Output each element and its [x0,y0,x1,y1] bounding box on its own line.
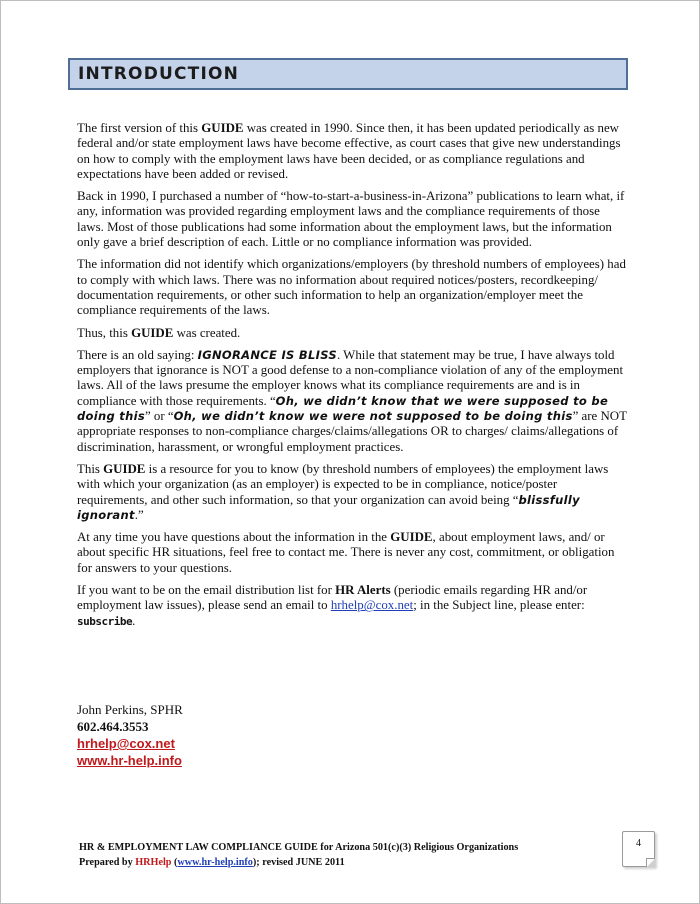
guide-term: GUIDE [131,325,174,340]
paragraph-4 [77,326,627,341]
text: ); revised JUNE 2011 [252,857,345,868]
text: This [77,461,104,476]
text: , about employment laws, and/ or about specific HR situations, feel free to contact me. There is never any cost, commitment, or obligation for answers to your questions. [77,530,615,575]
page-number [622,831,655,867]
text: . [132,613,136,628]
footer-website-link[interactable]: www.hr-help.info [177,857,253,868]
text: .” [134,507,144,522]
text: At any time you have questions about the information in the [77,530,391,545]
signature-website-link[interactable]: www.hr-help.info [77,753,182,768]
paragraph-2: Back in 1990, I purchased a number of “how-to-start-a-business-in-Arizona” publications to learn what, if any, information was provided regarding employment laws and the compliance requirements of those laws. Most of those publications had some information about the employment laws, but the information only gave a brief description of each. Little or no compliance information was provided. [77,189,625,250]
guide-term: GUIDE [390,530,433,545]
text: (periodic emails regarding HR and/or employment law issues), please send an email to [77,583,588,613]
body-text [77,121,627,636]
email-link[interactable]: hrhelp@cox.net [330,598,414,613]
paragraph-3: The information did not identify which organizations/employers (by threshold numbers of employees) had to comply with which laws. There was no information about required notices/posters, recordkeeping/ documentation requirements, or other such information to help an organization/employer meet the compliance requirements of the laws. [77,257,626,318]
subscribe-keyword: subscribe [77,614,133,628]
paragraph-8 [77,583,627,629]
section-heading [68,58,628,90]
text: . While that statement may be true, I have always told employers that ignorance is NOT a good defense to a non-compliance violation of any of the employment laws. All of the laws presume the employer knows what its compliance requirements are and is in compliance with those requirements. “ [77,347,624,408]
guide-term: GUIDE [201,121,244,135]
text: ; in the Subject line, please enter: [413,598,585,613]
hr-alerts-term: HR Alerts [335,583,391,598]
paragraph-5 [77,348,627,455]
quote-emphasis: Oh, we didn’t know that we were supposed to be doing this [77,393,609,424]
text: The first version of this [77,121,202,135]
text: is a resource for you to know (by threshold numbers of employees) the employment laws with which your organization (as an employer) is expected to be in compliance, notice/poster requirements, and other such information, so that your organization can avoid being “ [77,461,609,507]
page-footer [79,840,518,870]
footer-prepared [79,855,518,870]
text: ” or “ [144,409,174,424]
text: ” are NOT appropriate responses to non-compliance charges/claims/allegations OR to charges/ claims/allegations of discrimination, harassment, or wrongful employment practices. [77,409,627,454]
page-number-text: 4 [636,838,641,849]
text: was created in 1990. Since then, it has been updated periodically as new federal and/or state employment laws have become effective, as court cases that give new understandings on how to comply with the employment laws have been decided, or as compliance regulations and expectations have been added or revised. [77,121,621,181]
signature-email-link[interactable]: hrhelp@cox.net [77,736,175,751]
text: was created. [173,325,241,340]
brand-help: Help [150,857,172,868]
guide-term: GUIDE [103,461,146,476]
signature-phone: 602.464.3553 [77,719,149,734]
footer-title: HR & EMPLOYMENT LAW COMPLIANCE GUIDE for Arizona 501(c)(3) Religious Organizations [79,842,519,853]
signature-name: John Perkins, SPHR [77,702,183,717]
signature-block [77,701,183,769]
heading-title: INTRODUCTION [78,64,240,84]
paragraph-6 [77,462,627,523]
paragraph-7 [77,530,627,576]
brand-hr: HR [135,857,151,868]
paragraph-1 [77,121,627,182]
saying-emphasis: IGNORANCE IS BLISS [197,347,337,362]
text: Prepared by [79,857,136,868]
text: Thus, this [77,325,132,340]
quote-emphasis: blissfully ignorant [77,492,580,522]
text: There is an old saying: [77,347,198,362]
text: ( [171,857,178,868]
text: If you want to be on the email distribution list for [77,583,336,598]
quote-emphasis: Oh, we didn’t know we were not supposed to be doing this [173,409,573,424]
